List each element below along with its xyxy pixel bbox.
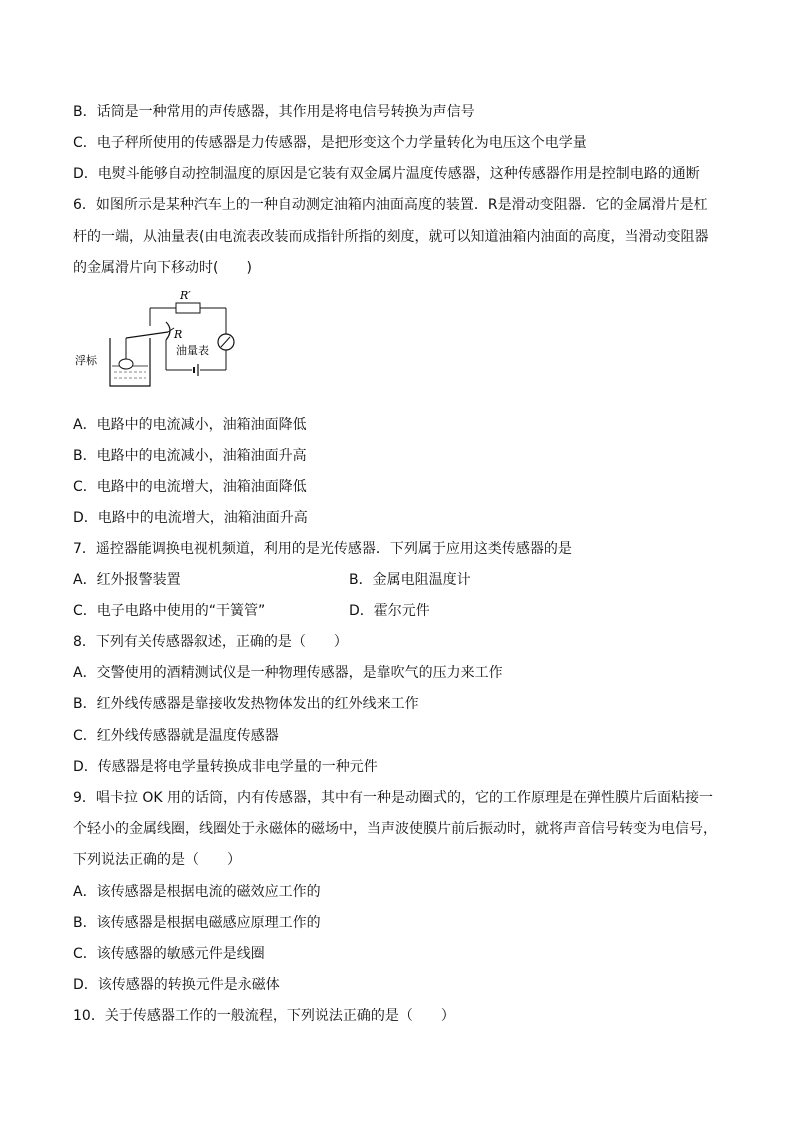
lever-arm [126,332,168,338]
q6-option-a: A．电路中的电流减小，油箱油面降低 [73,417,307,433]
q7-option-d: D．霍尔元件 [349,603,430,619]
gauge-label: 油量表 [176,344,209,357]
prev-option-c: C．电子秤所使用的传感器是力传感器，是把形变这个力学量转化为电压这个电学量 [73,135,587,151]
q7-option-a: A．红外报警装置 [73,572,181,588]
q6-stem-line1: 6．如图所示是某种汽车上的一种自动测定油箱内油面高度的装置．R是滑动变阻器．它的金属滑片是杠 [73,197,708,213]
float-label: 浮标 [75,354,97,367]
q9-option-a: A．该传感器是根据电流的磁效应工作的 [73,884,321,900]
q9-option-d: D．该传感器的转换元件是永磁体 [73,977,280,993]
q8-option-b: B．红外线传感器是靠接收发热物体发出的红外线来工作 [73,696,419,712]
q8-option-d: D．传感器是将电学量转换成非电学量的一种元件 [73,759,378,775]
q6-option-d: D．电路中的电流增大，油箱油面升高 [73,510,308,526]
q6-stem-line2: 杆的一端，从油量表(由电流表改装而成指针所指的刻度，就可以知道油箱内油面的高度，当滑动变阻器 [73,229,709,245]
oil-gauge-circuit-diagram [70,286,250,390]
q9-stem-line2: 个轻小的金属线圈，线圈处于永磁体的磁场中，当声波使膜片前后振动时，就将声音信号转变为电信号， [73,821,717,837]
q7-option-b: B．金属电阻温度计 [349,572,471,588]
q7-stem: 7．遥控器能调换电视机频道，利用的是光传感器．下列属于应用这类传感器的是 [73,541,572,557]
q10-stem: 10．关于传感器工作的一般流程，下列说法正确的是（ ） [73,1008,455,1024]
r-prime-label: R′ [180,289,191,302]
resistor-r-prime [176,303,200,313]
q9-option-c: C．该传感器的敏感元件是线圈 [73,946,265,962]
q9-option-b: B．该传感器是根据电磁感应原理工作的 [73,915,321,931]
q6-stem-line3: 的金属滑片向下移动时( ) [73,260,252,276]
q8-option-c: C．红外线传感器就是温度传感器 [73,728,279,744]
q9-stem-line3: 下列说法正确的是（ ） [73,852,241,868]
r-label: R [174,328,183,341]
q9-stem-line1: 9．唱卡拉 OK 用的话筒，内有传感器，其中有一种是动圈式的，它的工作原理是在弹性膜片后面粘接一 [73,790,714,806]
q6-option-b: B．电路中的电流减小，油箱油面升高 [73,448,307,464]
q8-option-a: A．交警使用的酒精测试仪是一种物理传感器，是靠吹气的压力来工作 [73,665,503,681]
prev-option-d: D．电熨斗能够自动控制温度的原因是它装有双金属片温度传感器，这种传感器作用是控制电路的通断 [73,166,700,182]
float [119,359,133,369]
q6-option-c: C．电路中的电流增大，油箱油面降低 [73,479,307,495]
q8-stem: 8．下列有关传感器叙述，正确的是（ ） [73,634,348,650]
prev-option-b: B．话筒是一种常用的声传感器，其作用是将电信号转换为声信号 [73,104,475,120]
q7-option-c: C．电子电路中使用的“干簧管” [73,603,266,619]
